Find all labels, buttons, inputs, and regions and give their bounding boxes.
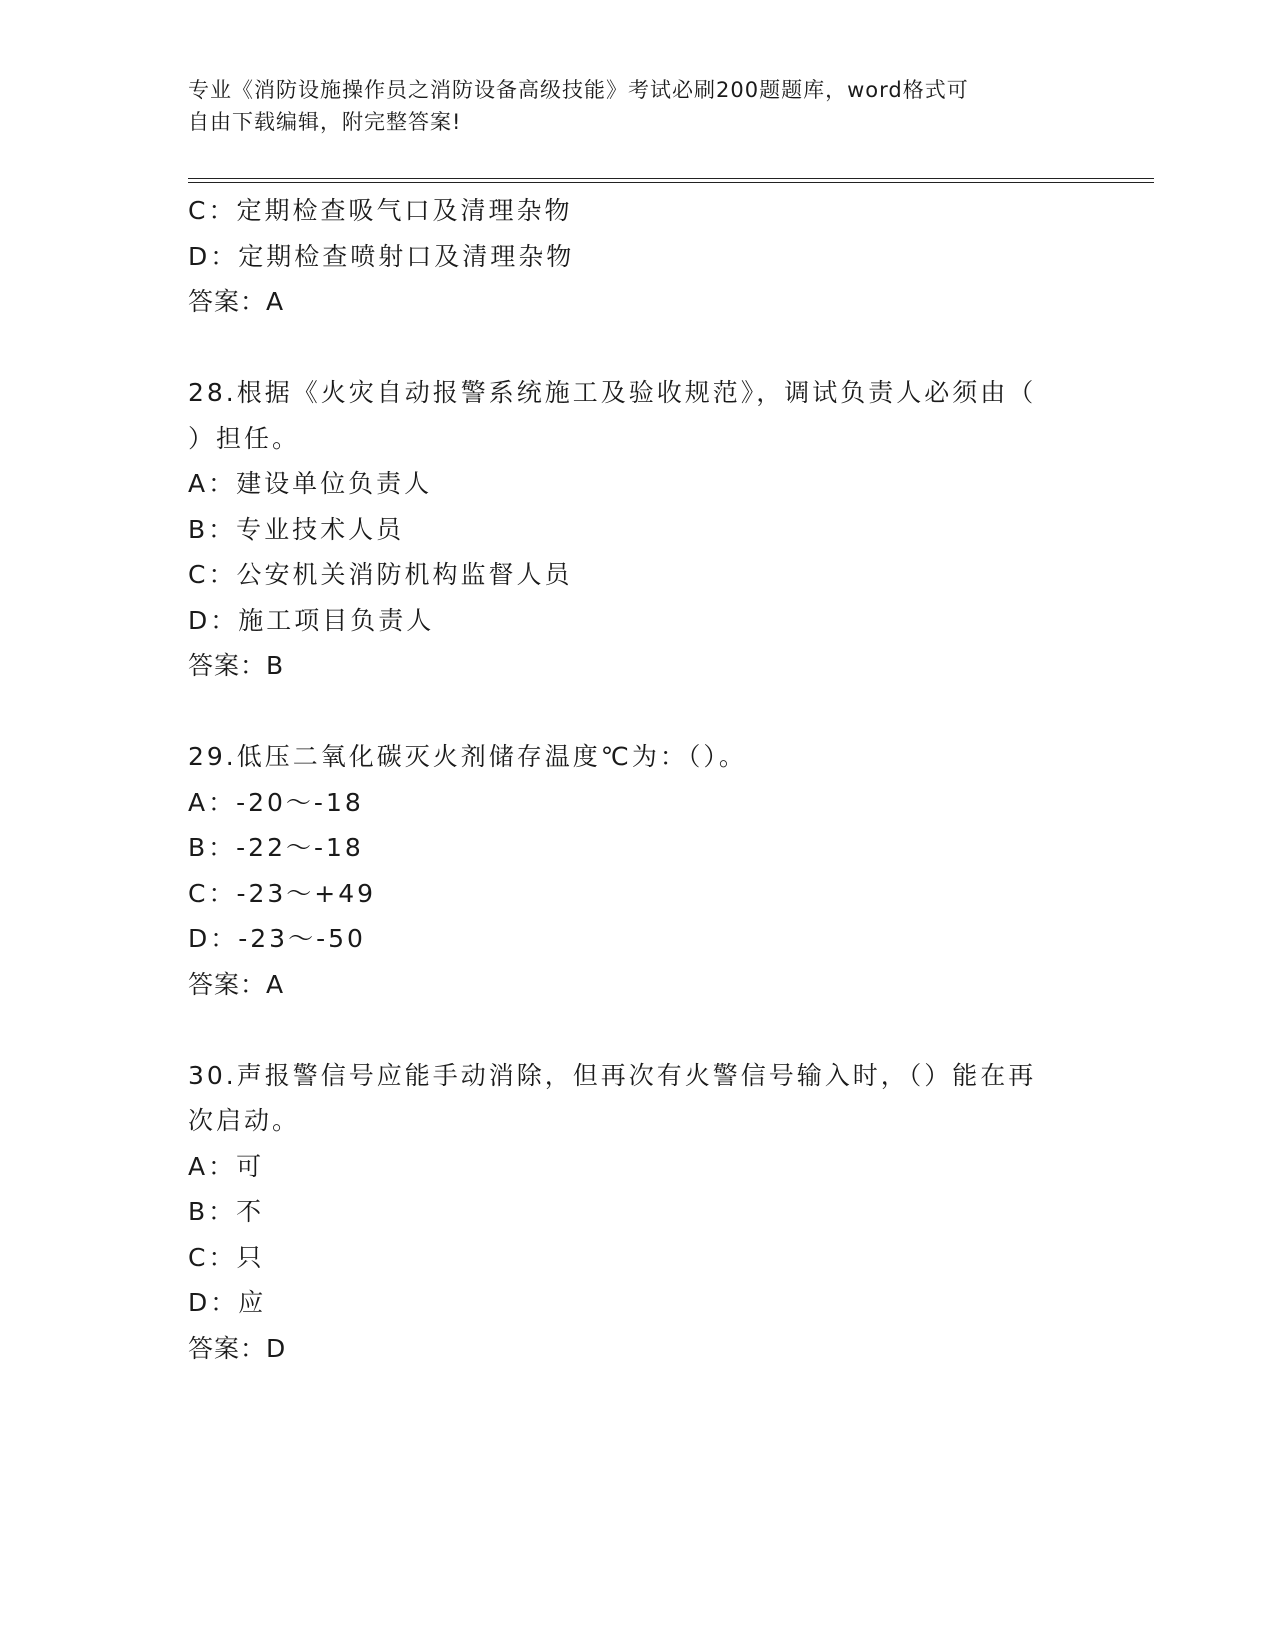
answer-line: 答案：A	[188, 969, 285, 999]
header-divider-bottom	[188, 182, 1154, 183]
question-text-line: 29.低压二氧化碳灭火剂储存温度℃为：（）。	[188, 742, 747, 771]
option-c: C：只	[188, 1242, 265, 1272]
option-b: B：专业技术人员	[188, 514, 405, 544]
option-a: A：建设单位负责人	[188, 469, 433, 498]
answer-line: 答案：A	[188, 287, 285, 316]
header-line-2: 自由下载编辑，附完整答案!	[188, 110, 462, 134]
option-a: A：可	[188, 1151, 265, 1181]
option-b: B：不	[188, 1197, 265, 1226]
question-text-line: 30.声报警信号应能手动消除，但再次有火警信号输入时，（）能在再	[188, 1060, 1037, 1090]
question-text-line: ）担任。	[188, 423, 301, 453]
option-a: A：-20～-18	[188, 787, 364, 817]
option-c: C：公安机关消防机构监督人员	[188, 560, 573, 589]
question-text-line: 次启动。	[188, 1106, 301, 1135]
question-30	[188, 1053, 1088, 1372]
option-c: C：-23～+49	[188, 878, 377, 908]
option-b: B：-22～-18	[188, 833, 364, 862]
spacer	[188, 1007, 1088, 1053]
option-d: D：应	[188, 1288, 267, 1317]
question-text-line: 28.根据《火灾自动报警系统施工及验收规范》，调试负责人必须由（	[188, 378, 1037, 407]
question-list	[188, 188, 1088, 1371]
header-line-1: 专业《消防设施操作员之消防设备高级技能》考试必刷200题题库，word格式可	[188, 78, 969, 102]
question-28	[188, 370, 1088, 689]
answer-line: 答案：D	[188, 1333, 287, 1363]
option-d: D：定期检查喷射口及清理杂物	[188, 241, 575, 271]
option-c: C：定期检查吸气口及清理杂物	[188, 196, 573, 225]
header-divider-top	[188, 178, 1154, 179]
spacer	[188, 325, 1088, 371]
answer-line: 答案：B	[188, 651, 285, 680]
option-d: D：施工项目负责人	[188, 605, 435, 635]
spacer	[188, 689, 1088, 735]
previous-question-tail	[188, 188, 1088, 325]
document-header	[188, 74, 1068, 138]
option-d: D：-23～-50	[188, 924, 366, 953]
question-29	[188, 734, 1088, 1007]
